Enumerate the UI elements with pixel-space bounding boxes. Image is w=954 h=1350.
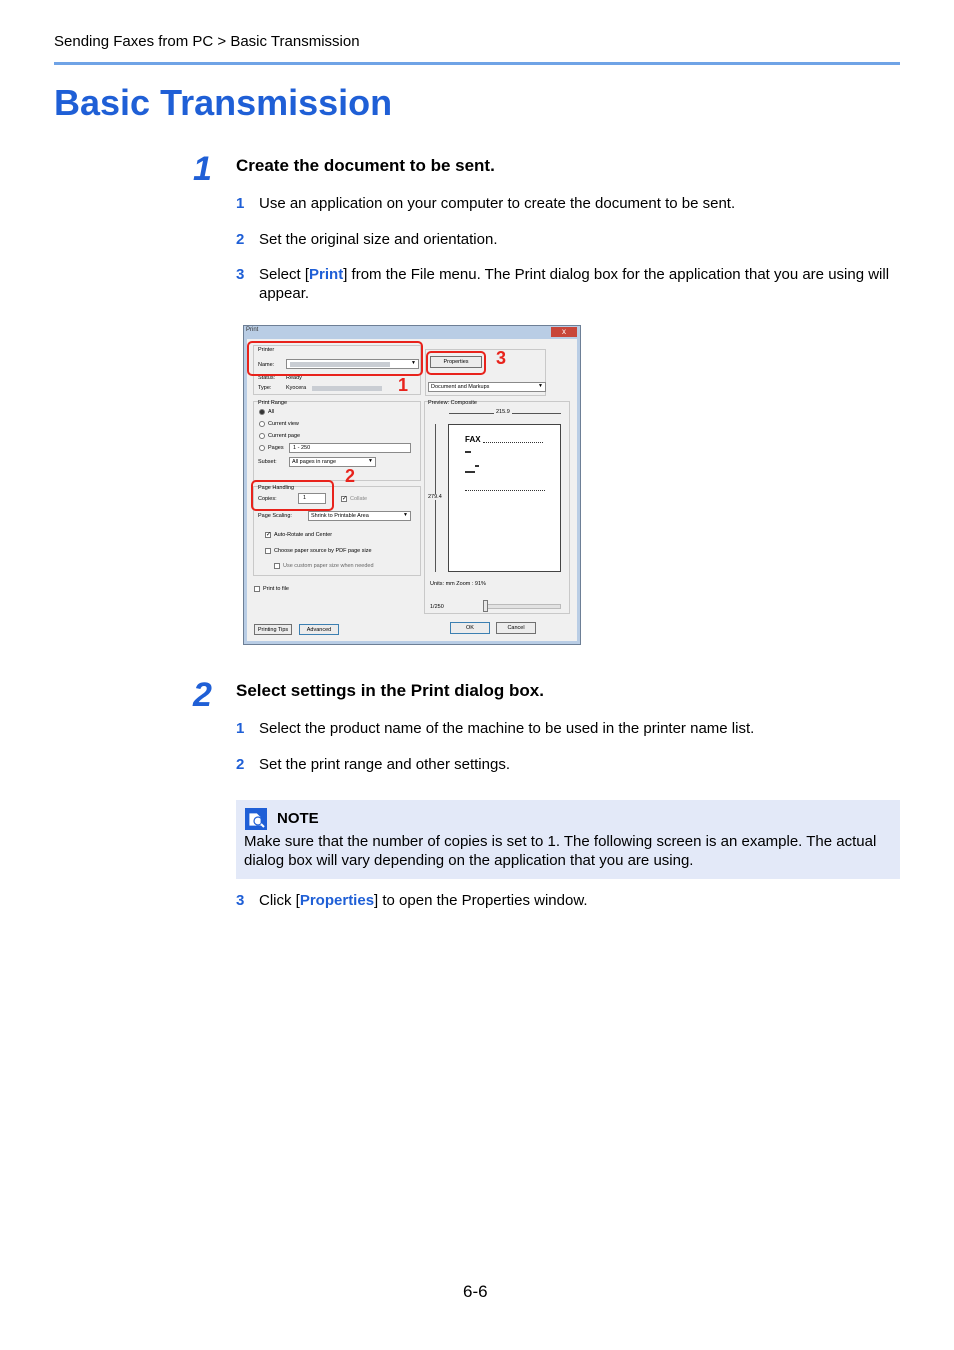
step-1-item-3 [236, 265, 906, 305]
print-range-label: Print Range [258, 400, 288, 406]
note-icon [245, 808, 267, 830]
step-2-title: Select settings in the Print dialog box. [236, 681, 544, 700]
radio-current-view[interactable] [259, 421, 265, 427]
page-slider-track[interactable] [483, 604, 561, 609]
properties-keyword: Properties [299, 892, 375, 909]
print-range-group [253, 401, 421, 481]
highlight-properties [426, 351, 486, 375]
printer-name-select[interactable]: ▼ [286, 359, 419, 369]
range-page-label: Current page [268, 433, 301, 439]
status-value: Ready [286, 375, 302, 381]
comments-select[interactable]: Document and Markups ▼ [428, 382, 546, 392]
item-text: Select [Print] from the File menu. The Print dialog box for the application that you are using will appear. [259, 266, 890, 302]
printer-group-label: Printer [258, 347, 275, 353]
item-number: 3 [236, 892, 245, 909]
print-to-file-checkbox[interactable] [254, 586, 260, 592]
cancel-button[interactable]: Cancel [496, 622, 536, 634]
page-counter: 1/250 [430, 604, 444, 610]
callout-1: 1 [398, 375, 409, 395]
dialog-title: Print [246, 327, 259, 333]
ok-button[interactable]: OK [450, 622, 490, 634]
step-2-number: 2 [193, 676, 212, 714]
properties-button[interactable]: Properties [430, 356, 482, 368]
pages-input[interactable]: 1 - 250 [289, 443, 411, 453]
item-text: Set the print range and other settings. [259, 756, 510, 773]
item-text: Set the original size and orientation. [259, 231, 498, 248]
preview-page [448, 424, 561, 572]
type-value: Kyocera [286, 385, 307, 391]
callout-3: 3 [496, 348, 507, 368]
step-1-item-1 [236, 194, 906, 213]
copies-label: Copies: [258, 496, 277, 502]
radio-pages[interactable] [259, 445, 265, 451]
paper-source-checkbox[interactable] [265, 548, 271, 554]
name-label: Name: [258, 362, 275, 368]
status-label: Status: [258, 375, 276, 381]
step-2-item-3 [236, 891, 906, 910]
callout-2: 2 [345, 466, 356, 486]
item-number: 2 [236, 756, 245, 773]
custom-paper-label: Use custom paper size when needed [283, 563, 374, 569]
page-title: Basic Transmission [54, 82, 393, 123]
auto-rotate-checkbox[interactable]: ✓ [266, 532, 272, 538]
range-pages-label: Pages [268, 445, 284, 451]
item-number: 2 [236, 231, 245, 248]
range-all-label: All [268, 409, 275, 415]
item-number: 1 [236, 720, 245, 737]
custom-paper-checkbox[interactable] [274, 563, 280, 569]
scaling-label: Page Scaling: [258, 513, 292, 519]
note-label: NOTE [277, 810, 319, 827]
printing-tips-button[interactable]: Printing Tips [254, 624, 292, 635]
radio-all[interactable] [259, 409, 265, 415]
page-number: 6-6 [463, 1282, 488, 1301]
auto-rotate-label: Auto-Rotate and Center [274, 532, 333, 538]
subset-select[interactable]: All pages in range ▼ [289, 457, 376, 467]
preview-doc-title: FAX [465, 435, 481, 444]
scaling-select[interactable]: Shrink to Printable Area ▼ [308, 511, 411, 521]
page-slider-handle[interactable] [483, 600, 488, 612]
note-text: Make sure that the number of copies is set to 1. The following screen is an example. The actual dialog box will vary depending on the application that you are using. [244, 833, 877, 869]
advanced-button[interactable]: Advanced [299, 624, 339, 635]
item-number: 3 [236, 266, 245, 283]
print-keyword: Print [309, 266, 344, 283]
breadcrumb: Sending Faxes from PC > Basic Transmission [54, 33, 360, 50]
step-2-item-1 [236, 719, 906, 738]
type-label: Type: [258, 385, 272, 391]
step-2-item-2 [236, 755, 906, 774]
item-text: Select the product name of the machine to be used in the printer name list. [259, 720, 755, 737]
preview-label: Preview: Composite [428, 400, 477, 406]
item-text: Click [Properties] to open the Properties window. [259, 892, 588, 909]
preview-width-value: 215.9 [496, 409, 510, 415]
highlight-printer-name [247, 341, 423, 376]
item-text: Use an application on your computer to create the document to be sent. [259, 195, 736, 212]
copies-input[interactable]: 1 [298, 493, 326, 504]
range-view-label: Current view [268, 421, 299, 427]
preview-units: Units: mm Zoom : 91% [430, 581, 486, 587]
type-blurred [312, 386, 382, 391]
collate-checkbox[interactable]: ✓ [342, 496, 348, 502]
collate-label: Collate [350, 496, 368, 502]
preview-height-value: 279.4 [428, 494, 442, 500]
step-1-item-2 [236, 230, 906, 249]
item-number: 1 [236, 195, 245, 212]
radio-current-page[interactable] [259, 433, 265, 439]
header-divider [54, 62, 900, 65]
step-1-number: 1 [193, 150, 212, 188]
paper-source-label: Choose paper source by PDF page size [274, 548, 372, 554]
highlight-copies [251, 480, 334, 511]
step-1-title: Create the document to be sent. [236, 156, 495, 175]
subset-label: Subset: [258, 459, 277, 465]
print-to-file-label: Print to file [263, 586, 289, 592]
page-handling-label: Page Handling [258, 485, 295, 491]
dialog-close-button[interactable]: x [551, 327, 577, 337]
